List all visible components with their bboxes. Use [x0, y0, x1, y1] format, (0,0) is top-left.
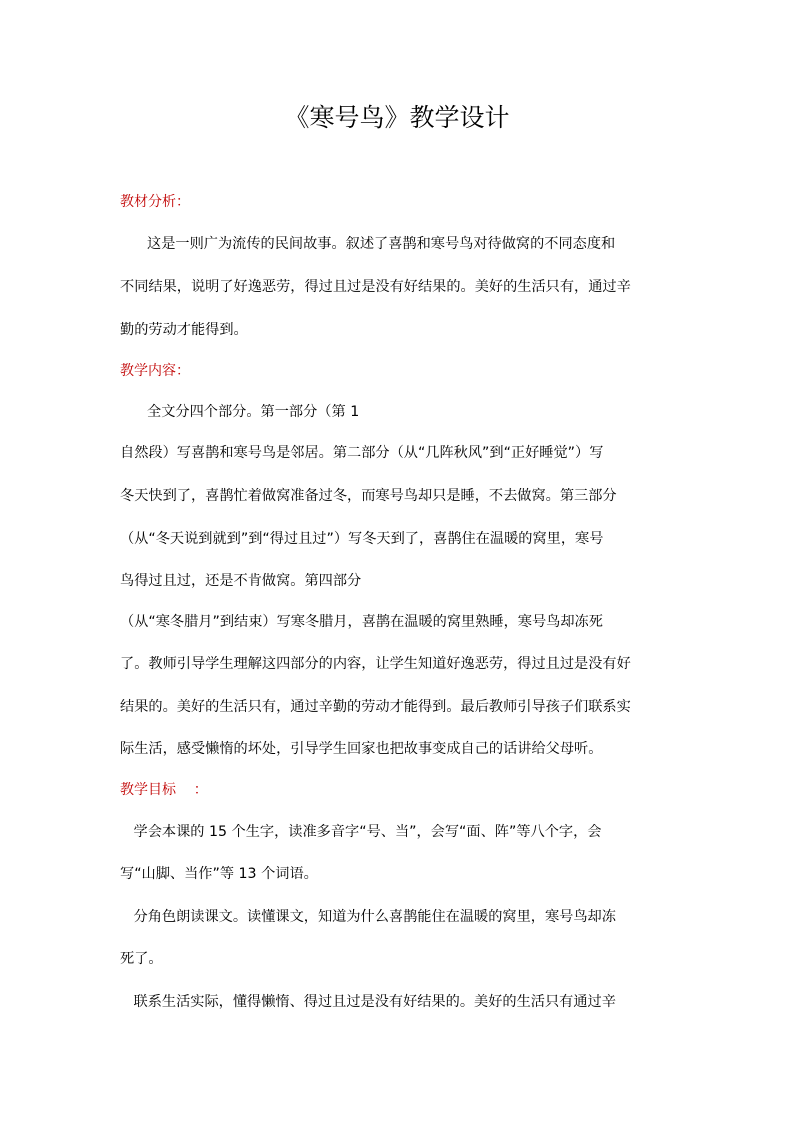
section-heading-materials: 教材分析：: [120, 194, 190, 210]
paragraph-line: 了。教师引导学生理解这四部分的内容，让学生知道好逸恶劳，得过且过是没有好: [120, 656, 631, 672]
paragraph-line: 联系生活实际，懂得懒惰、得过且过是没有好结果的。美好的生活只有通过辛: [120, 994, 616, 1010]
paragraph-line: （从“寒冬腊月”到结束）写寒冬腊月，喜鹊在温暖的窝里熟睡，寒号鸟却冻死: [120, 614, 603, 630]
paragraph-line: 自然段）写喜鹊和寒号鸟是邻居。第二部分（从“几阵秋风”到“正好睡觉”）写: [120, 445, 604, 461]
paragraph-line: （从“冬天说到就到”到“得过且过”）写冬天到了，喜鹊住在温暖的窝里，寒号: [120, 531, 604, 547]
paragraph-line: 不同结果，说明了好逸恶劳，得过且过是没有好结果的。美好的生活只有，通过辛: [120, 279, 631, 295]
paragraph-line: 际生活，感受懒惰的坏处，引导学生回家也把故事变成自己的话讲给父母听。: [120, 741, 603, 757]
paragraph-line: 鸟得过且过，还是不肯做窝。第四部分: [120, 573, 362, 589]
paragraph-line: 冬天快到了，喜鹊忙着做窝准备过冬，而寒号鸟却只是睡，不去做窝。第三部分: [120, 488, 617, 504]
paragraph-line: 分角色朗读课文。读懂课文，知道为什么喜鹊能住在温暖的窝里，寒号鸟却冻: [120, 909, 616, 925]
section-heading-goals: 教学目标 ：: [120, 782, 208, 798]
paragraph-line: 勤的劳动才能得到。: [120, 322, 248, 338]
section-heading-content: 教学内容：: [120, 363, 190, 379]
paragraph-line: 写“山脚、当作”等 13 个词语。: [120, 866, 318, 882]
paragraph-line: 这是一则广为流传的民间故事。叙述了喜鹊和寒号鸟对待做窝的不同态度和: [120, 236, 616, 252]
document-title: 《寒号鸟》教学设计: [284, 103, 510, 132]
paragraph-line: 结果的。美好的生活只有，通过辛勤的劳动才能得到。最后教师引导孩子们联系实: [120, 699, 631, 715]
paragraph-line: 死了。: [120, 951, 163, 967]
paragraph-line: 全文分四个部分。第一部分（第 1: [120, 404, 360, 420]
paragraph-line: 学会本课的 15 个生字，读准多音字“号、当”，会写“面、阵”等八个字，会: [120, 824, 602, 840]
